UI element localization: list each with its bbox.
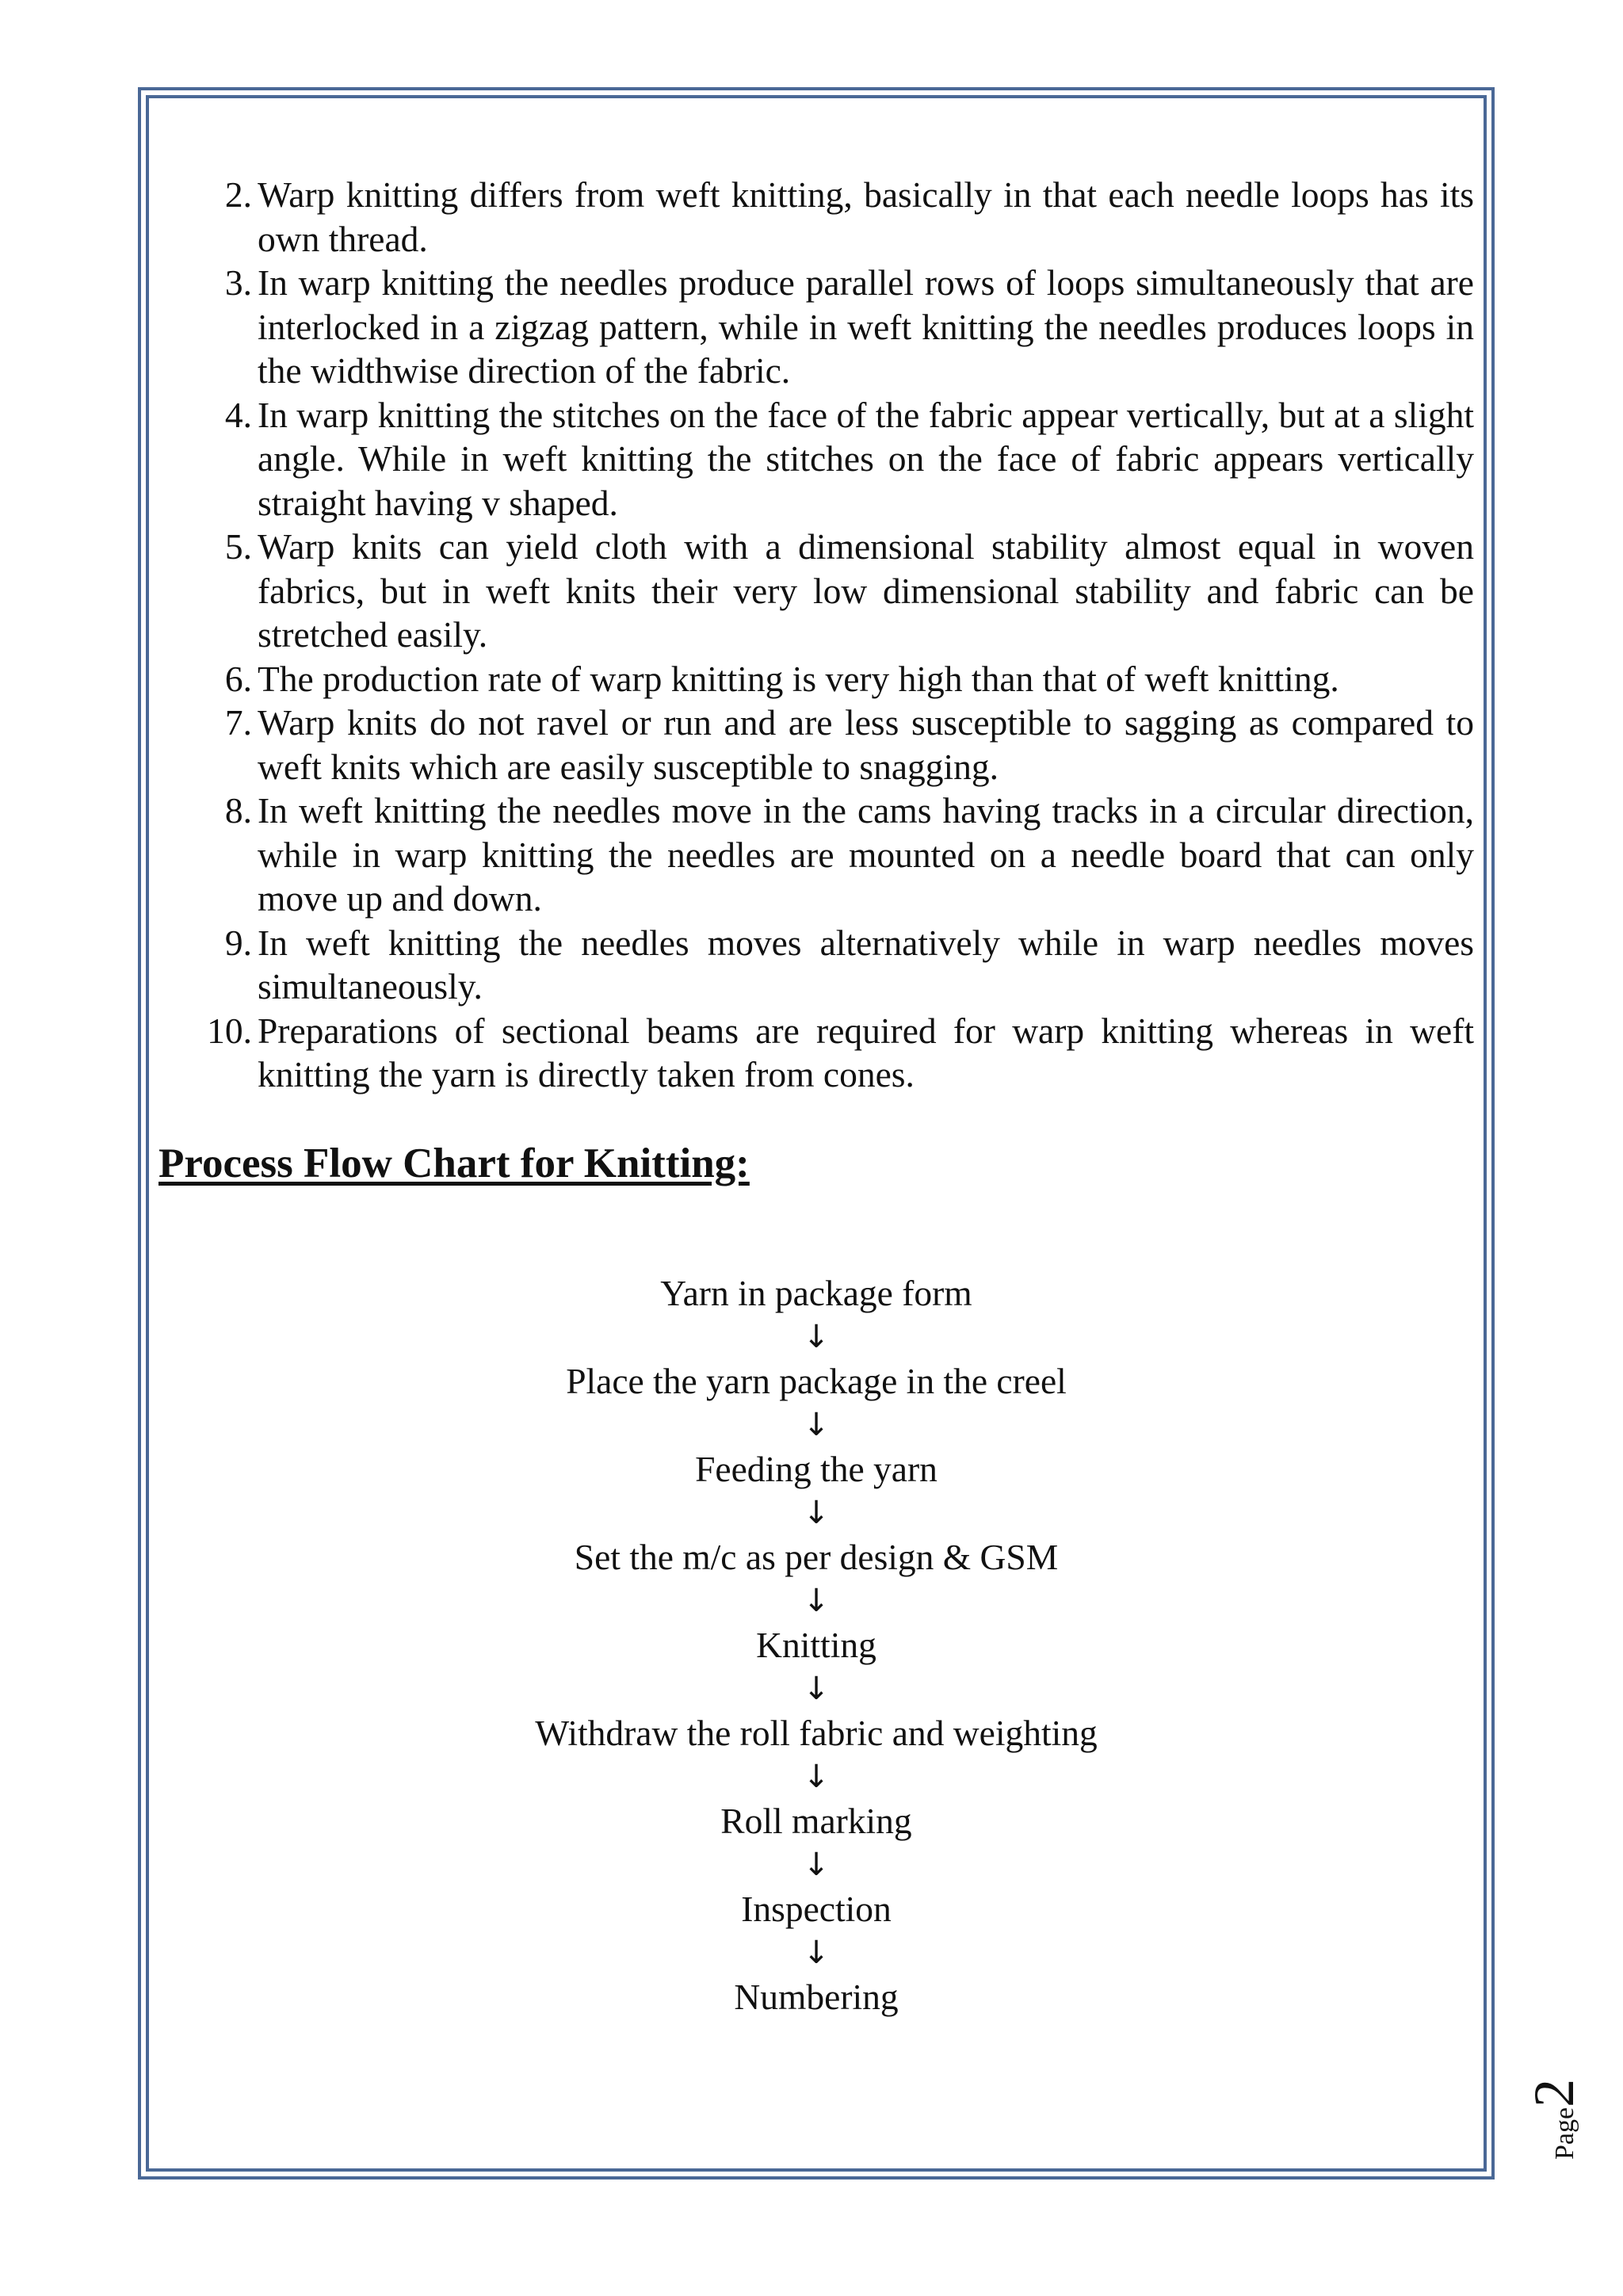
flow-step: Yarn in package form (660, 1273, 972, 1313)
page-label: Page (1550, 2107, 1579, 2160)
page-content (158, 173, 1474, 2017)
down-arrow-icon: ↓ (803, 1846, 830, 1883)
list-item-number: 3. (224, 262, 252, 303)
flow-step: Withdraw the roll fabric and weighting (535, 1713, 1098, 1753)
page-number-block (1522, 2049, 1593, 2160)
list-item (224, 657, 1474, 701)
list-item-text: In weft knitting the needles moves alternatively while in warp needles moves simultaneously. (258, 922, 1474, 1007)
list-item-number: 7. (224, 702, 252, 743)
page-number: 2 (1522, 2078, 1586, 2107)
list-item-text: In warp knitting the stitches on the face of the fabric appear vertically, but at a slight angle. While in weft knitting the stitches on the face of fabric appears vertically straight having v shaped. (258, 394, 1474, 523)
list-item-text: Warp knits do not ravel or run and are less susceptible to sagging as compared to weft knits which are easily susceptible to snagging. (258, 702, 1474, 787)
list-item (224, 173, 1474, 261)
down-arrow-icon: ↓ (803, 1318, 830, 1355)
list-item (224, 701, 1474, 789)
down-arrow-icon: ↓ (803, 1582, 830, 1619)
flow-step: Numbering (734, 1977, 899, 2017)
flow-step: Roll marking (720, 1801, 912, 1841)
list-item-text: The production rate of warp knitting is very high than that of weft knitting. (258, 658, 1339, 699)
list-item (224, 789, 1474, 921)
list-item-text: In warp knitting the needles produce parallel rows of loops simultaneously that are interlocked in a zigzag pattern, while in weft knitting the needles produces loops in the widthwise direction of the fabric. (258, 262, 1474, 391)
list-item-number: 6. (224, 658, 252, 699)
list-item (224, 261, 1474, 393)
list-item-number: 2. (224, 174, 252, 215)
list-item (224, 525, 1474, 657)
down-arrow-icon: ↓ (803, 1494, 830, 1531)
flow-step: Place the yarn package in the creel (566, 1361, 1067, 1401)
list-item-number: 9. (224, 922, 252, 963)
down-arrow-icon: ↓ (803, 1670, 830, 1707)
list-item-number: 4. (224, 394, 252, 435)
list-item-text: Warp knits can yield cloth with a dimensional stability almost equal in woven fabrics, but in weft knits their very low dimensional stability and fabric can be stretched easily. (258, 526, 1474, 655)
list-item-text: In weft knitting the needles move in the cams having tracks in a circular direction, while in warp knitting the needles are mounted on a needle board that can only move up and down. (258, 790, 1474, 919)
flow-step: Knitting (756, 1625, 876, 1665)
list-item-text: Warp knitting differs from weft knitting, basically in that each needle loops has its own thread. (258, 174, 1474, 259)
list-item-number: 8. (224, 790, 252, 831)
list-item (224, 921, 1474, 1009)
list-item-number: 10. (207, 1010, 252, 1051)
list-item-text: Preparations of sectional beams are required for warp knitting whereas in weft knitting the yarn is directly taken from cones. (258, 1010, 1474, 1095)
flow-step: Inspection (741, 1889, 892, 1929)
list-item-number: 5. (224, 526, 252, 567)
list-item (207, 1009, 1474, 1097)
down-arrow-icon: ↓ (803, 1758, 830, 1795)
down-arrow-icon: ↓ (803, 1934, 830, 1971)
list-item (224, 393, 1474, 525)
flow-chart-heading: Process Flow Chart for Knitting: (158, 1140, 750, 1186)
process-flow-chart (158, 1271, 1474, 2019)
down-arrow-icon: ↓ (803, 1406, 830, 1443)
flow-step: Feeding the yarn (695, 1449, 938, 1489)
flow-step: Set the m/c as per design & GSM (574, 1537, 1059, 1577)
differences-list (158, 173, 1474, 1097)
